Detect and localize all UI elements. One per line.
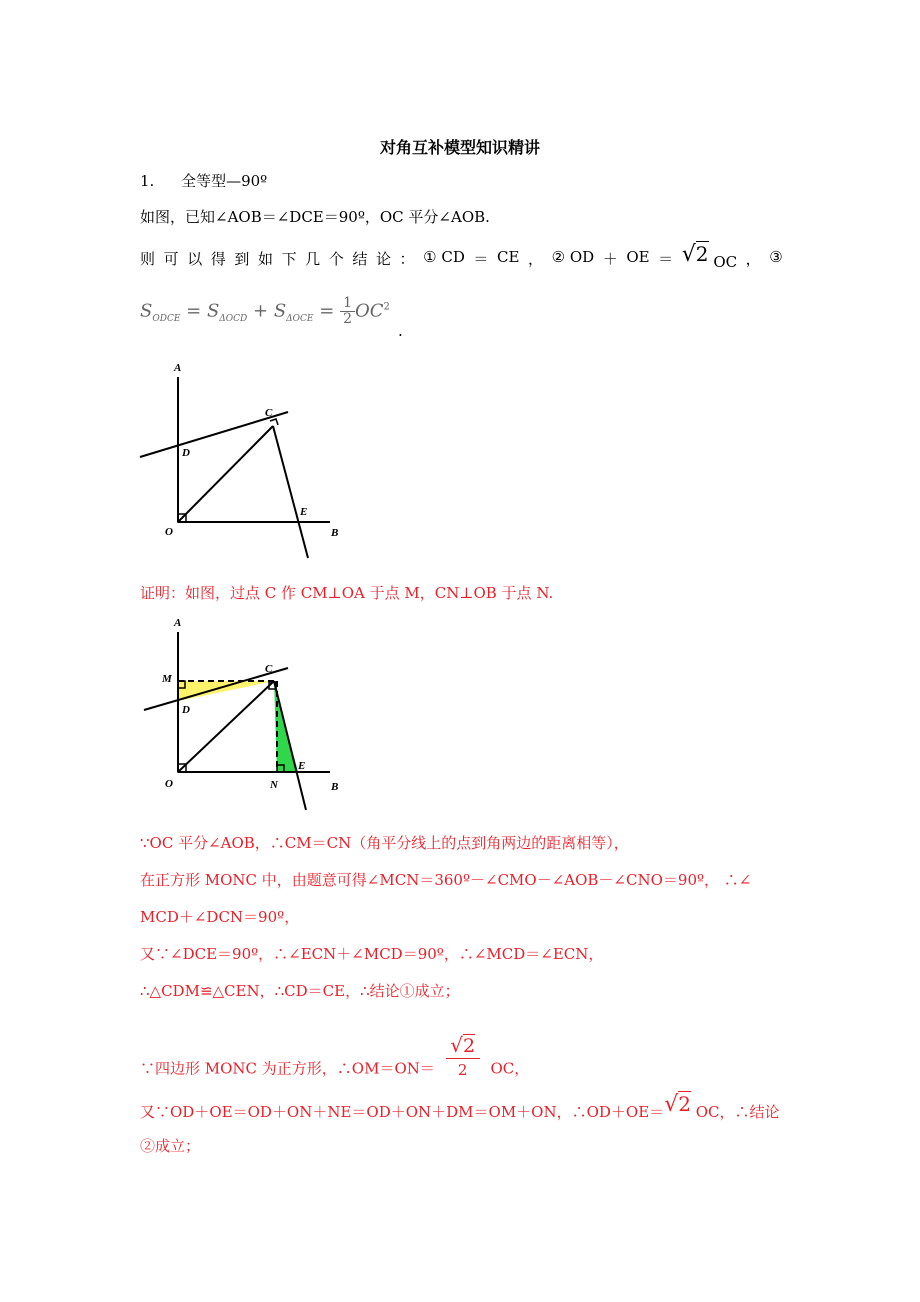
label-a: A bbox=[174, 617, 182, 629]
label-m: M bbox=[162, 673, 172, 685]
f-s: S bbox=[273, 300, 287, 322]
c-word: 以 bbox=[187, 250, 203, 268]
f-s: S bbox=[206, 300, 220, 322]
f-half-num: 1 bbox=[343, 295, 352, 311]
frac-sqrt2-over-2 bbox=[446, 1034, 480, 1081]
conclusions-line bbox=[140, 242, 783, 273]
label-a: A bbox=[174, 362, 182, 374]
c-word: ＋ bbox=[602, 250, 618, 268]
conclusion-2: ② OD bbox=[551, 248, 595, 266]
f-sub: ΔOCD bbox=[219, 314, 248, 325]
section-heading bbox=[140, 170, 267, 191]
f-s: S bbox=[140, 300, 153, 322]
label-o: O bbox=[165, 526, 173, 538]
section-number: 1. bbox=[140, 172, 155, 190]
f-exp: 2 bbox=[383, 301, 390, 313]
c-word: ＝ bbox=[473, 250, 489, 268]
c-word: 得 bbox=[210, 250, 226, 268]
sqrt-value: 2 bbox=[462, 1035, 476, 1057]
label-b: B bbox=[331, 781, 339, 793]
conclusions-spread bbox=[140, 242, 783, 273]
c-word: 到 bbox=[234, 250, 250, 268]
l6-text: 又∵OD＋OE＝OD＋ON＋NE＝OD＋ON＋DM＝OM＋ON，∴OD＋OE＝ bbox=[140, 1103, 665, 1121]
sqrt-sign: √ bbox=[664, 1092, 679, 1117]
proof-line-2b: MCD＋∠DCN＝90º， bbox=[140, 908, 300, 926]
figure-1 bbox=[130, 355, 370, 565]
label-e: E bbox=[300, 506, 308, 518]
label-e: E bbox=[298, 760, 306, 772]
page-title: 对角互补模型知识精讲 bbox=[379, 138, 540, 157]
area-formula: $S_{ODCE} = S_{\Delta OCD} + S_{\Delta OCE}$ = $\frac{1}{2}$ $OC^2$ bbox=[140, 295, 390, 327]
figure-2 bbox=[130, 612, 370, 824]
c-word: ， bbox=[745, 250, 761, 268]
c-word: 几 bbox=[305, 250, 321, 268]
proof-line-7: ②成立； bbox=[140, 1137, 201, 1155]
proof-line-3: 又∵∠DCE＝90º，∴∠ECN＋∠MCD＝90º，∴∠MCD＝∠ECN， bbox=[140, 945, 604, 963]
frac-den: 2 bbox=[446, 1058, 480, 1081]
oc-text: OC bbox=[713, 253, 738, 271]
l5-text: ∵四边形 MONC 为正方形，∴OM＝ON＝ bbox=[140, 1059, 435, 1078]
sqrt-sign: √ bbox=[681, 242, 696, 267]
sqrt-value: 2 bbox=[678, 1092, 691, 1116]
f-sub: ΔOCE bbox=[286, 314, 314, 325]
section-label: 全等型—90º bbox=[181, 172, 268, 190]
f-sub: ODCE bbox=[152, 314, 181, 325]
f-oc: OC bbox=[354, 300, 384, 322]
label-b: B bbox=[331, 527, 339, 539]
sqrt2-oc bbox=[681, 242, 738, 271]
label-d: D bbox=[182, 704, 190, 716]
proof-line-4: ∴△CDM≌△CEN，∴CD＝CE，∴结论①成立； bbox=[140, 982, 460, 1000]
triangle-cdm bbox=[178, 681, 274, 701]
c-word: CE bbox=[497, 248, 520, 266]
c-word: 结 bbox=[352, 250, 368, 268]
c-word: 下 bbox=[281, 250, 297, 268]
label-c: C bbox=[265, 407, 273, 419]
conclusion-1: ① CD bbox=[423, 248, 465, 266]
proof-line-6 bbox=[140, 1092, 780, 1123]
c-word: 可 bbox=[163, 250, 179, 268]
c-word: 如 bbox=[257, 250, 273, 268]
sqrt-sign: √ bbox=[450, 1033, 463, 1057]
label-c: C bbox=[265, 663, 273, 675]
c-word: OE bbox=[626, 248, 650, 266]
sqrt-value: 2 bbox=[695, 242, 709, 266]
proof-line-5 bbox=[140, 1033, 530, 1093]
label-d: D bbox=[182, 447, 190, 459]
period: . bbox=[398, 322, 403, 340]
proof-line-2a: 在正方形 MONC 中，由题意可得∠MCN＝360º－∠CMO－∠AOB－∠CNO＝90º， ∴∠ bbox=[140, 871, 752, 889]
c-word: ， bbox=[528, 250, 544, 268]
conclusion-3-marker: ③ bbox=[769, 248, 783, 266]
line-ce bbox=[273, 426, 308, 558]
f-half-den: 2 bbox=[340, 311, 355, 327]
c-word: ＝ bbox=[658, 250, 674, 268]
c-word: 个 bbox=[328, 250, 344, 268]
proof-line-1: ∵OC 平分∠AOB，∴CM＝CN（角平分线上的点到角两边的距离相等）， bbox=[140, 834, 629, 852]
label-o: O bbox=[165, 778, 173, 790]
label-n: N bbox=[270, 779, 278, 791]
l5-oc: OC， bbox=[490, 1059, 530, 1078]
given-text: 如图，已知∠AOB＝∠DCE＝90º，OC 平分∠AOB. bbox=[140, 208, 490, 226]
c-word: ： bbox=[399, 250, 415, 268]
c-word: 论 bbox=[375, 250, 391, 268]
proof-intro: 证明：如图，过点 C 作 CM⊥OA 于点 M，CN⊥OB 于点 N. bbox=[140, 584, 554, 602]
l6-oc: OC，∴结论 bbox=[695, 1103, 780, 1121]
right-angle-c bbox=[270, 419, 278, 425]
c-word: 则 bbox=[140, 250, 156, 268]
